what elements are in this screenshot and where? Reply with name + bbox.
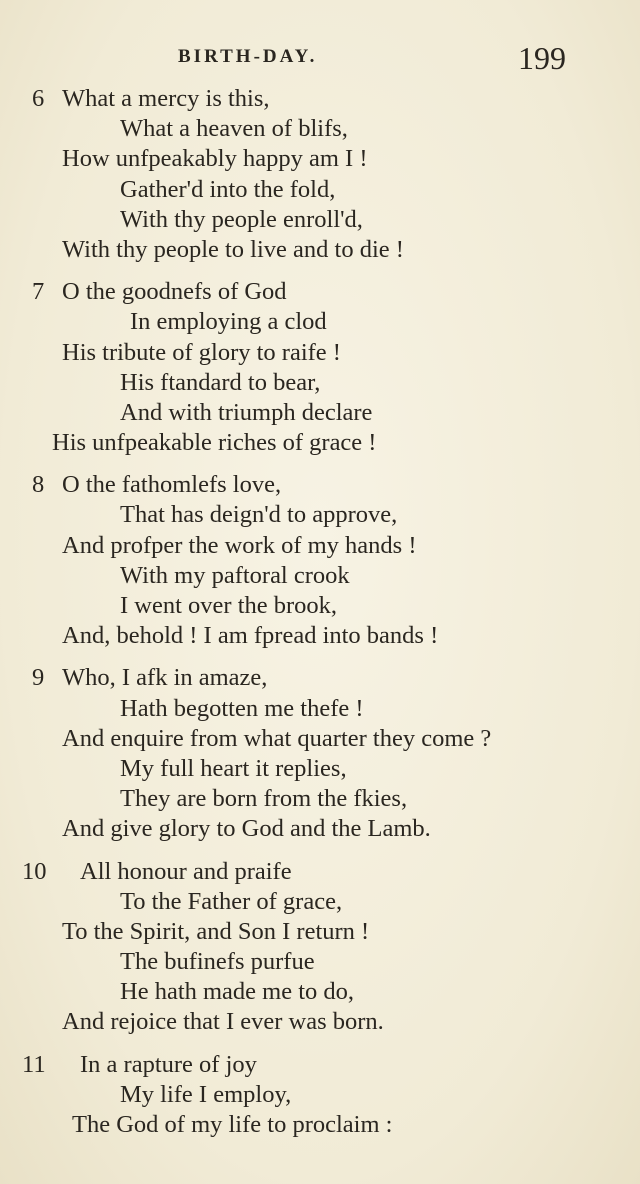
verse-line [0,621,640,651]
verse-line [0,724,640,754]
verse-line-text: The God of my life to proclaim : [72,1111,393,1138]
verse-line [0,887,640,917]
verse-line [0,1007,640,1037]
verse-line-text: He hath made me to do, [120,978,355,1006]
verse-line [0,1110,640,1140]
verse-line [0,338,640,368]
page-header [0,40,640,80]
verse-line-text: The bufinefs purfue [120,948,315,976]
verse-line-text: With thy people to live and to die ! [62,235,404,263]
verse-line [0,977,640,1007]
verse-line-text: O the goodnefs of God [62,278,287,306]
verse-line [0,368,640,398]
verse-line [0,398,640,428]
verse-line [0,277,640,307]
verse-line [0,531,640,561]
verse-line-text: And give glory to God and the Lamb. [62,815,431,843]
verse-line [0,857,640,887]
verse-line-text: What a mercy is this, [62,85,270,112]
verse-line [0,84,640,114]
verse-line [0,754,640,784]
verse-line-text: His tribute of glory to raife ! [62,338,341,366]
verse-line [0,144,640,174]
verse-line-text: His unfpeakable riches of grace ! [52,429,377,457]
verse-line [0,307,640,337]
verse-line [0,114,640,144]
verse-line-text: His ftandard to bear, [120,368,321,396]
stanza-10 [0,857,640,1038]
verse-line-text: What a heaven of blifs, [120,115,348,143]
stanza-number: 6 [32,85,45,112]
verse-line-text: Gather'd into the fold, [120,175,336,203]
verse-line [0,663,640,693]
stanza-7 [0,277,640,458]
verse-line-text: And rejoice that I ever was born. [62,1008,384,1036]
verse-line [0,1080,640,1110]
stanza-11 [0,1050,640,1141]
verse-line [0,205,640,235]
stanza-number: 8 [32,471,45,499]
stanza-number: 10 [22,857,47,885]
verse-line-text: To the Father of grace, [120,887,343,915]
verse-line-text: And profper the work of my hands ! [62,531,417,559]
verse-line [0,235,640,265]
verse-line [0,561,640,591]
verse-line-text: Who, I afk in amaze, [62,664,268,692]
verse-line-text: In employing a clod [130,308,327,336]
verse-line-text: Hath begotten me thefe ! [120,694,364,722]
verse-line [0,947,640,977]
verse-line [0,470,640,500]
stanza-8 [0,470,640,651]
stanza-9 [0,663,640,844]
stanza-number: 9 [32,664,45,692]
verse-line [0,591,640,621]
verse-line-text: To the Spirit, and Son I return ! [62,917,370,945]
stanza-number: 11 [22,1050,46,1078]
verse-line [0,694,640,724]
verse-line-text: And, behold ! I am fpread into bands ! [62,622,439,650]
stanza-6 [0,84,640,265]
verse-line [0,784,640,814]
running-head: BIRTH-DAY. [178,46,318,67]
verse-line-text: All honour and praife [80,857,292,885]
verse-line [0,428,640,458]
verse-line [0,500,640,530]
page-number: 199 [518,40,566,76]
verse-line-text: My life I employ, [120,1080,292,1108]
verse-line [0,175,640,205]
verse-line-text: In a rapture of joy [80,1050,257,1078]
verse-line-text: They are born from the fkies, [120,785,408,813]
verse-line-text: With thy people enroll'd, [120,205,363,233]
verse-line [0,1050,640,1080]
verse-line-text: And with triumph declare [120,398,373,426]
verse-line-text: That has deign'd to approve, [120,501,398,529]
verse-line [0,814,640,844]
stanza-number: 7 [32,278,45,306]
verse-line-text: And enquire from what quarter they come ? [62,724,492,752]
verse-line-text: O the fathomlefs love, [62,471,282,499]
verse-line-text: How unfpeakably happy am I ! [62,145,368,173]
verse-line-text: My full heart it replies, [120,754,347,782]
verse-line-text: With my paftoral crook [120,561,350,589]
hymn-text [0,84,640,1152]
verse-line-text: I went over the brook, [120,592,338,619]
verse-line [0,917,640,947]
